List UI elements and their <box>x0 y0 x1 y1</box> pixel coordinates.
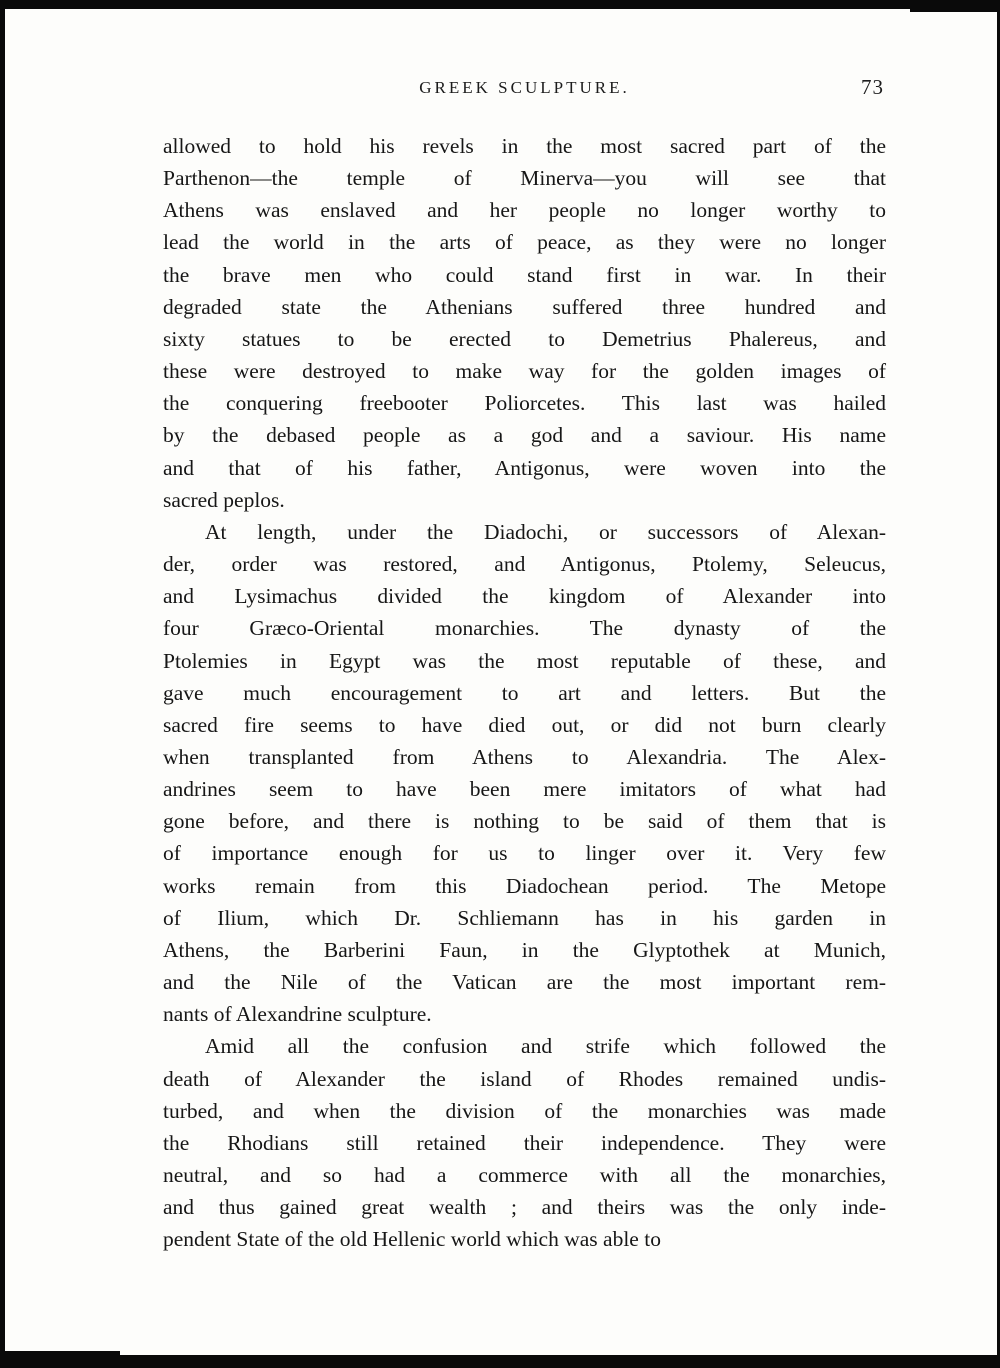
paragraph <box>163 516 886 1031</box>
text-line: degraded state the Athenians suffered three hundred and <box>163 294 886 319</box>
text-line: Parthenon—the temple of Minerva—you will see that <box>163 166 886 191</box>
text-line: when transplanted from Athens to Alexandria. The Alex- <box>163 744 886 769</box>
text-line: Athens, the Barberini Faun, in the Glyptothek at Munich, <box>163 937 886 962</box>
scan-edge-bottom <box>0 1355 1000 1368</box>
text-line: gave much encouragement to art and letters. But the <box>163 680 886 705</box>
text-line: andrines seem to have been mere imitators of what had <box>163 777 886 802</box>
text-line: the Rhodians still retained their independence. They were <box>163 1130 886 1155</box>
scan-edge-corner-bottom-left <box>0 1351 120 1368</box>
text-body <box>163 130 886 1255</box>
text-line: Athens was enslaved and her people no longer worthy to <box>163 198 886 223</box>
scan-edge-left <box>0 0 5 1368</box>
text-line: the conquering freebooter Poliorcetes. This last was hailed <box>163 391 886 416</box>
text-line: sixty statues to be erected to Demetrius Phalereus, and <box>163 326 886 351</box>
text-line: of Ilium, which Dr. Schliemann has in his garden in <box>163 905 886 930</box>
paragraph <box>163 1030 886 1255</box>
text-line: these were destroyed to make way for the golden images of <box>163 359 886 384</box>
text-line: four Græco-Oriental monarchies. The dynasty of the <box>163 616 886 641</box>
text-line: gone before, and there is nothing to be said of them that is <box>163 809 886 834</box>
text-line: At length, under the Diadochi, or successors of Alexan- <box>205 519 886 544</box>
text-line: by the debased people as a god and a saviour. His name <box>163 423 886 448</box>
text-line: Amid all the confusion and strife which followed the <box>205 1034 886 1059</box>
text-line: of importance enough for us to linger over it. Very few <box>163 841 886 866</box>
text-line: and thus gained great wealth ; and theirs was the only inde- <box>163 1195 886 1220</box>
text-line: death of Alexander the island of Rhodes remained undis- <box>163 1066 886 1091</box>
page-number: 73 <box>861 75 884 99</box>
text-line: allowed to hold his revels in the most sacred part of the <box>163 134 886 158</box>
text-line: nants of Alexandrine sculpture. <box>163 1002 432 1027</box>
text-line: the brave men who could stand first in war. In their <box>163 262 886 287</box>
text-line: der, order was restored, and Antigonus, Ptolemy, Seleucus, <box>163 552 886 577</box>
paragraph <box>163 130 886 516</box>
text-line: neutral, and so had a commerce with all the monarchies, <box>163 1163 886 1187</box>
text-line: and that of his father, Antigonus, were woven into the <box>163 455 886 480</box>
text-line: turbed, and when the division of the monarchies was made <box>163 1098 886 1123</box>
page-header <box>163 75 886 108</box>
text-line: pendent State of the old Hellenic world which was able to <box>163 1227 661 1252</box>
text-line: Ptolemies in Egypt was the most reputable of these, and <box>163 648 886 673</box>
text-line: sacred peplos. <box>163 487 285 512</box>
text-line: lead the world in the arts of peace, as they were no longer <box>163 230 886 255</box>
scan-edge-top <box>0 0 1000 9</box>
text-line: and Lysimachus divided the kingdom of Alexander into <box>163 584 886 609</box>
text-line: and the Nile of the Vatican are the most important rem- <box>163 970 886 995</box>
scan-edge-corner-top-right <box>910 0 1000 12</box>
running-title: GREEK SCULPTURE. <box>419 78 630 97</box>
text-line: works remain from this Diadochean period. The Metope <box>163 873 886 898</box>
text-line: sacred fire seems to have died out, or did not burn clearly <box>163 712 886 737</box>
